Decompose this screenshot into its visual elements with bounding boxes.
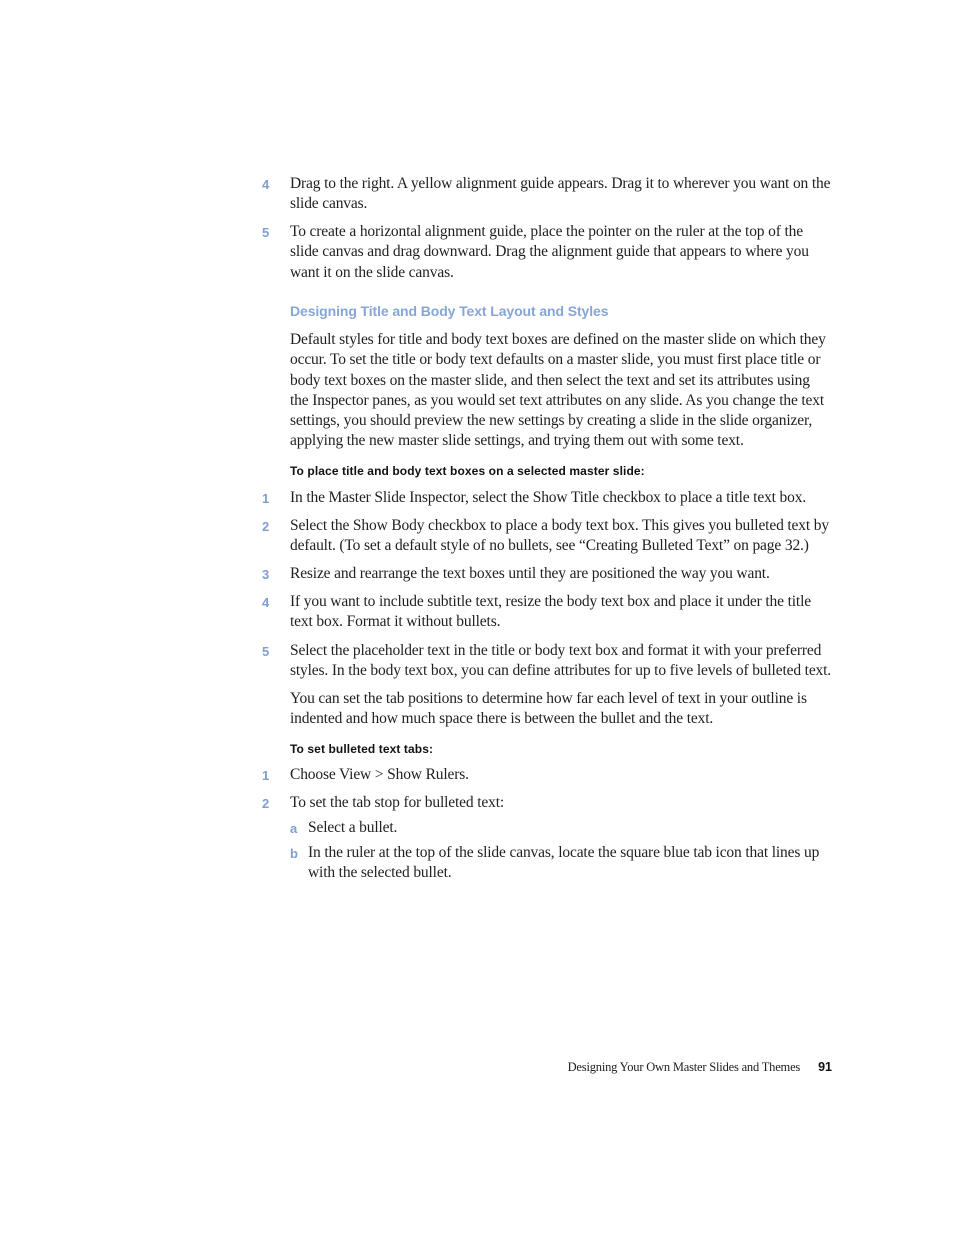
step-text: Choose View > Show Rulers. xyxy=(290,766,469,783)
substep-text: Select a bullet. xyxy=(308,819,398,836)
step-number: 2 xyxy=(262,796,270,811)
substep-text: In the ruler at the top of the slide canvas, locate the square blue tab icon that lines up with the selected bullet. xyxy=(308,844,820,882)
step-text: If you want to include subtitle text, resize the body text box and place it under the title text box. Format it without bullets. xyxy=(290,593,811,631)
step-number: 1 xyxy=(262,768,270,783)
page-number: 91 xyxy=(818,1060,832,1074)
step-text: Select the placeholder text in the title or body text box and format it with your preferred styles. In the body text box, you can define attributes for up to five levels of bulleted text. xyxy=(290,642,832,680)
step-number: 3 xyxy=(262,567,270,582)
step-text: To set the tab stop for bulleted text: xyxy=(290,794,505,811)
section-paragraph: Default styles for title and body text boxes are defined on the master slide on which they occur. To set the title or body text defaults on a master slide, you must first place title or body text boxes on the master slide, and then select the text and set its attributes using the Inspector panes, as you would set text attributes on any slide. As you change the text settings, you should preview the new settings by creating a slide in the slide organizer, applying the new master slide settings, and trying them out with some text. xyxy=(290,331,826,450)
task-heading: To set bulleted text tabs: xyxy=(290,742,434,756)
section-heading: Designing Title and Body Text Layout and Styles xyxy=(290,303,609,319)
step-number: 1 xyxy=(262,491,270,506)
task-heading: To place title and body text boxes on a selected master slide: xyxy=(290,464,645,478)
step-text: In the Master Slide Inspector, select the Show Title checkbox to place a title text box. xyxy=(290,489,807,506)
step-number: 5 xyxy=(262,644,270,659)
step-text: Select the Show Body checkbox to place a body text box. This gives you bulleted text by default. (To set a default style of no bullets, see “Creating Bulleted Text” on page 32.) xyxy=(290,517,829,555)
substep-letter: b xyxy=(290,846,298,861)
step-text: Resize and rearrange the text boxes until they are positioned the way you want. xyxy=(290,565,770,582)
step-number: 4 xyxy=(262,595,270,610)
page-footer xyxy=(568,1060,832,1075)
step-text: Drag to the right. A yellow alignment guide appears. Drag it to wherever you want on the slide canvas. xyxy=(290,175,831,213)
step-number: 4 xyxy=(262,177,270,192)
step-number: 5 xyxy=(262,225,270,240)
substep-letter: a xyxy=(290,821,298,836)
step-number: 2 xyxy=(262,519,270,534)
step-text: To create a horizontal alignment guide, place the pointer on the ruler at the top of the slide canvas and drag downward. Drag the alignment guide that appears to where you want it on the slide canvas. xyxy=(290,223,809,281)
footer-chapter-title: Designing Your Own Master Slides and Themes xyxy=(567,1060,801,1074)
note-paragraph: You can set the tab positions to determine how far each level of text in your outline is indented and how much space there is between the bullet and the text. xyxy=(290,690,807,728)
